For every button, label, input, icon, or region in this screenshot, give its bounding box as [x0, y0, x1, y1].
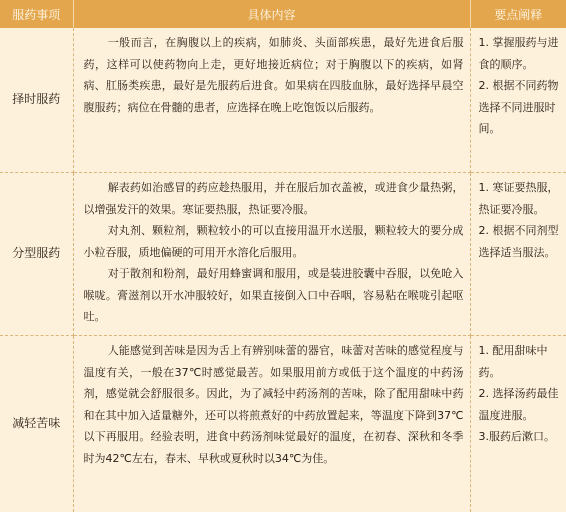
- row-item-label: 分型服药: [0, 173, 73, 336]
- point-item: 2. 根据不同药物选择不同进服时间。: [479, 75, 563, 140]
- row-points: [470, 336, 566, 512]
- row-content: [73, 28, 470, 173]
- content-paragraph: 解表药如治感冒的药应趁热服用，并在服后加衣盖被，或进食少量热粥，以增强发汗的效果。寒证要热服，热证要冷服。: [84, 177, 464, 220]
- row-points: [470, 28, 566, 173]
- header-points: 要点阐释: [470, 0, 566, 28]
- content-paragraph: 一般而言，在胸腹以上的疾病，如肺炎、头面部疾患，最好先进食后服药，这样可以使药物向上走，更好地接近病位；对于胸腹以下的疾病，如肾病、肛肠类疾患，最好是先服药后进食。如果病在四肢血脉，最好选择早晨空腹服药；病位在骨髓的患者，应选择在晚上吃饱饭以后服药。: [84, 32, 464, 118]
- point-item: 1. 寒证要热服，热证要冷服。: [479, 177, 563, 220]
- content-paragraph: 对于散剂和粉剂，最好用蜂蜜调和服用，或是装进胶囊中吞服，以免呛入喉咙。膏滋剂以开水冲服较好，如果直接倒入口中吞咽，容易粘在喉咙引起呕吐。: [84, 263, 464, 328]
- row-item-label: 择时服药: [0, 28, 73, 173]
- point-item: 1. 掌握服药与进食的顺序。: [479, 32, 563, 75]
- header-item: 服药事项: [0, 0, 73, 28]
- row-content: [73, 336, 470, 512]
- table-header: [0, 0, 566, 28]
- point-item: 2. 选择汤药最佳温度进服。: [479, 383, 563, 426]
- point-item: 3.服药后漱口。: [479, 426, 563, 448]
- point-item: 2. 根据不同剂型选择适当服法。: [479, 220, 563, 263]
- table-row: [0, 28, 566, 173]
- row-item-label: 减轻苦味: [0, 336, 73, 512]
- header-content: 具体内容: [73, 0, 470, 28]
- header-row: [0, 0, 566, 28]
- point-item: 1. 配用甜味中药。: [479, 340, 563, 383]
- table-row: [0, 173, 566, 336]
- table-row: [0, 336, 566, 512]
- content-paragraph: 人能感觉到苦味是因为舌上有辨别味蕾的器官，味蕾对苦味的感觉程度与温度有关，一般在37℃时感觉最苦。如果服用前方或低于这个温度的中药汤剂，感觉就会舒服很多。因此，为了减轻中药汤剂的苦味，除了配用甜味中药和在其中加入适量糖外，还可以将煎煮好的中药放置起来，等温度下降到37℃以下再服用。经验表明，进食中药汤剂味觉最好的温度，在初春、深秋和冬季时为42℃左右，春末、早秋或夏秋时以34℃为佳。: [84, 340, 464, 469]
- row-content: [73, 173, 470, 336]
- row-points: [470, 173, 566, 336]
- content-paragraph: 对丸剂、颗粒剂，颗粒较小的可以直接用温开水送服，颗粒较大的要分成小粒吞服，质地偏硬的可用开水溶化后服用。: [84, 220, 464, 263]
